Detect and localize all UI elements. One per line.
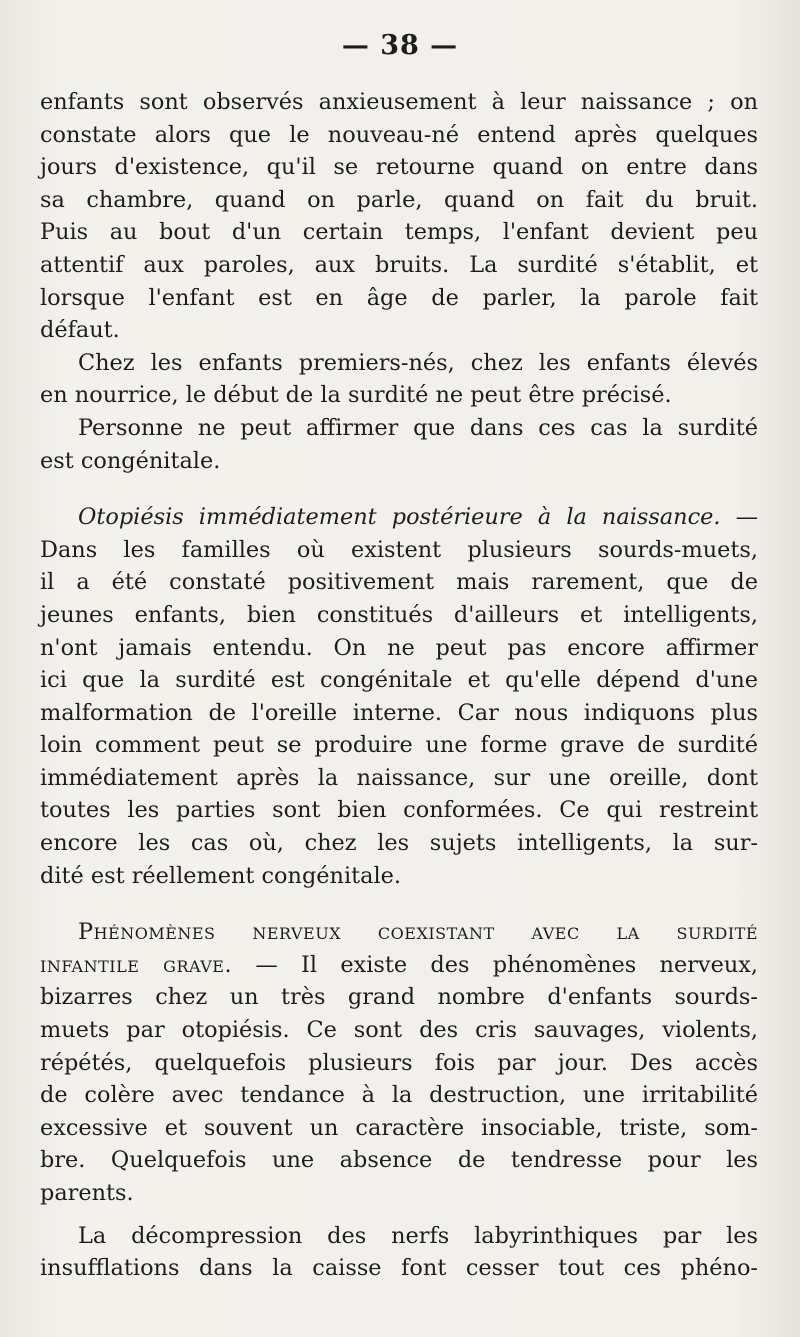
text-line: en nourrice, le début de la surdité ne peut être précisé.	[40, 382, 672, 409]
heading-dash: —	[735, 504, 758, 531]
text-line: n'ont jamais entendu. On ne peut pas encore affirmer	[40, 634, 758, 661]
text-run: — Il existe des phénomènes nerveux,	[255, 951, 758, 978]
text-line: lorsque l'enfant est en âge de parler, la parole fait	[40, 284, 758, 311]
text-line: immédiatement après la naissance, sur une oreille, dont	[40, 764, 758, 791]
text-line: ici que la surdité est congénitale et qu'elle dépend d'une	[40, 667, 758, 694]
paragraph-3	[40, 412, 758, 477]
section-heading-continued: infantile grave.	[40, 951, 233, 978]
text-line: défaut.	[40, 317, 120, 344]
text-line: jeunes enfants, bien constitués d'ailleurs et intelligents,	[40, 601, 758, 628]
paragraph-6	[40, 1220, 758, 1285]
text-line: Dans les familles où existent plusieurs sourds-muets,	[40, 536, 758, 563]
page-number: — 38 —	[341, 30, 459, 61]
paragraph-4	[40, 501, 758, 892]
text-line: excessive et souvent un caractère insociable, triste, som-	[40, 1114, 758, 1141]
paragraph-gap	[40, 477, 758, 501]
paragraph-5	[40, 916, 758, 1209]
text-line: de colère avec tendance à la destruction, une irritabilité	[40, 1082, 758, 1109]
text-line: constate alors que le nouveau-né entend après quelques	[40, 121, 758, 148]
body-text	[40, 86, 758, 1285]
text-line: jours d'existence, qu'il se retourne quand on entre dans	[40, 154, 758, 181]
text-line: est congénitale.	[40, 447, 221, 474]
text-line: attentif aux paroles, aux bruits. La surdité s'établit, et	[40, 251, 758, 278]
text-line: La décompression des nerfs labyrinthiques par les	[78, 1222, 758, 1249]
paragraph-gap	[40, 1210, 758, 1220]
text-line: sa chambre, quand on parle, quand on fait du bruit.	[40, 186, 758, 213]
text-line: Chez les enfants premiers-nés, chez les enfants élevés	[78, 349, 758, 376]
paragraph-2	[40, 347, 758, 412]
text-line: bizarres chez un très grand nombre d'enfants sourds-	[40, 984, 758, 1011]
paragraph-1	[40, 86, 758, 347]
section-heading-otopiesis: Otopiésis immédiatement postérieure à la naissance.	[78, 504, 721, 531]
text-line: parents.	[40, 1180, 134, 1206]
text-line: malformation de l'oreille interne. Car nous indiquons plus	[40, 699, 758, 726]
paragraph-gap	[40, 892, 758, 916]
section-heading-phenomenes: Phénomènes nerveux coexistant avec la surdité	[78, 919, 758, 946]
text-line: insufflations dans la caisse font cesser tout ces phéno-	[40, 1255, 758, 1282]
text-line: bre. Quelquefois une absence de tendresse pour les	[40, 1147, 758, 1174]
text-line: muets par otopiésis. Ce sont des cris sauvages, violents,	[40, 1017, 758, 1044]
text-line: Puis au bout d'un certain temps, l'enfant devient peu	[40, 219, 758, 246]
text-line: encore les cas où, chez les sujets intelligents, la sur-	[40, 830, 758, 857]
text-line: répétés, quelquefois plusieurs fois par jour. Des accès	[40, 1049, 758, 1076]
text-line	[40, 949, 758, 982]
text-line: toutes les parties sont bien conformées. Ce qui restreint	[40, 797, 758, 824]
text-line: il a été constaté positivement mais rarement, que de	[40, 569, 758, 596]
text-line: enfants sont observés anxieusement à leur naissance ; on	[40, 89, 758, 115]
section-heading-line	[40, 501, 758, 534]
text-line: loin comment peut se produire une forme grave de surdité	[40, 732, 758, 759]
text-line: Personne ne peut affirmer que dans ces cas la surdité	[78, 414, 758, 441]
text-line: dité est réellement congénitale.	[40, 862, 401, 889]
